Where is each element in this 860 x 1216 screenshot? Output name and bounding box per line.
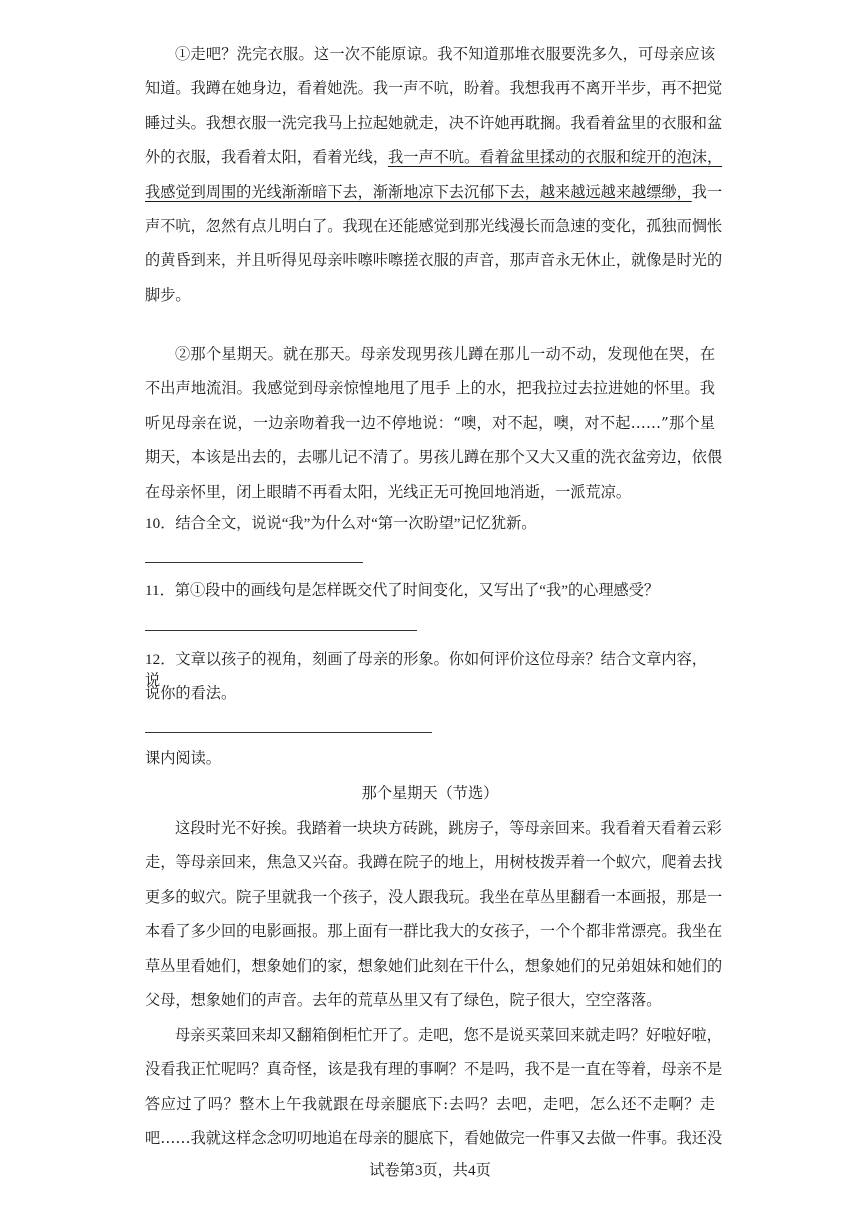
text-line: 不出声地流泪。我感觉到母亲惊惶地甩了甩手 上的水，把我拉过去拉进她的怀里。我	[145, 379, 715, 398]
text-line: 睡过头。我想衣服一洗完我马上拉起她就走，决不许她再耽搁。我看着盆里的衣服和盆	[145, 113, 723, 132]
passage-title: 那个星期天（节选）	[361, 784, 499, 802]
question-12-cont: 说你的看法。	[145, 685, 237, 702]
page-footer: 试卷第3页，共4页	[369, 1162, 491, 1179]
answer-blank-12[interactable]	[145, 732, 432, 733]
question-12: 12．文章以孩子的视角，刻画了母亲的形象。你如何评价这位母亲？结合文章内容，说	[145, 651, 707, 689]
text-line	[145, 140, 723, 174]
section-intro: 课内阅读。	[145, 750, 221, 767]
question-10: 10．结合全文，说说“我”为什么对“第一次盼望”记忆犹新。	[145, 515, 537, 532]
underlined-sentence: 我一声不吭。看着盆里揉动的衣服和绽开的泡沫，	[388, 148, 723, 167]
passage-paragraph-1	[145, 37, 723, 312]
text-line: 这段时光不好挨。我踏着一块块方砖跳，跳房子，等母亲回来。我看着天看着云彩	[175, 819, 722, 837]
text-line: 吧……我就这样念念叨叨地追在母亲的腿底下，看她做完一件事又去做一件事。我还没	[145, 1129, 723, 1148]
passage2-paragraph-2	[145, 1018, 723, 1156]
text-line: 草丛里看她们，想象她们的家，想象她们此刻在干什么，想象她们的兄弟姐妹和她们的	[145, 956, 723, 975]
text-line: ①走吧？洗完衣服。这一次不能原谅。我不知道那堆衣服要洗多久，可母亲应该	[175, 45, 715, 63]
text-segment: 我一	[691, 182, 723, 201]
text-line: 更多的蚁穴。院子里就我一个孩子，没人跟我玩。我坐在草丛里翻看一本画报，那是一	[145, 887, 723, 906]
text-line: 答应过了吗？整木上午我就跟在母亲腿底下:去吗？去吧，走吧，怎么还不走啊？走	[145, 1094, 715, 1113]
text-line: ②那个星期天。就在那天。母亲发现男孩儿蹲在那儿一动不动，发现他在哭，在	[175, 345, 715, 363]
passage-paragraph-2	[145, 337, 723, 509]
text-line: 走，等母亲回来，焦急又兴奋。我蹲在院子的地上，用树枝拨弄着一个蚁穴，爬着去找	[145, 853, 723, 872]
text-line: 声不吭，忽然有点儿明白了。我现在还能感觉到那光线漫长而急速的变化，孤独而惆怅	[145, 217, 723, 236]
text-line: 父母，想象她们的声音。去年的荒草丛里又有了绿色，院子很大，空空落落。	[145, 991, 662, 1010]
text-line: 没看我正忙呢吗？真奇怪，该是我有理的事啊？不是吗，我不是一直在等着，母亲不是	[145, 1060, 723, 1079]
question-11: 11．第①段中的画线句是怎样既交代了时间变化，又写出了“我”的心理感受？	[145, 582, 660, 599]
answer-blank-10[interactable]	[145, 562, 363, 563]
text-line: 母亲买菜回来却又翻箱倒柜忙开了。走吧，您不是说买菜回来就走吗？好啦好啦，	[175, 1026, 722, 1044]
text-line	[145, 175, 723, 209]
underlined-sentence: 我感觉到周围的光线渐渐暗下去，渐渐地凉下去沉郁下去，越来越远越来越缥缈，	[145, 182, 692, 201]
text-line: 脚步。	[145, 285, 191, 304]
text-line: 期天，本该是出去的，去哪儿记不清了。男孩儿蹲在那个又大又重的洗衣盆旁边，依偎	[145, 448, 723, 467]
passage2-paragraph-1	[145, 811, 723, 1017]
text-segment: 外的衣服，我看着太阳，看着光线，	[145, 148, 388, 167]
text-line: 在母亲怀里，闭上眼睛不再看太阳，光线正无可挽回地消逝，一派荒凉。	[145, 482, 631, 501]
text-line: 本看了多少回的电影画报。那上面有一群比我大的女孩子，一个个都非常漂亮。我坐在	[145, 922, 723, 941]
answer-blank-11[interactable]	[145, 630, 417, 631]
text-line: 知道。我蹲在她身边，看着她洗。我一声不吭，盼着。我想我再不离开半步，再不把觉	[145, 79, 723, 98]
text-line: 的黄昏到来，并且听得见母亲咔嚓咔嚓搓衣服的声音，那声音永无休止，就像是时光的	[145, 251, 723, 270]
text-line: 听见母亲在说，一边亲吻着我一边不停地说：“噢，对不起，噢，对不起……”那个星	[145, 413, 715, 432]
